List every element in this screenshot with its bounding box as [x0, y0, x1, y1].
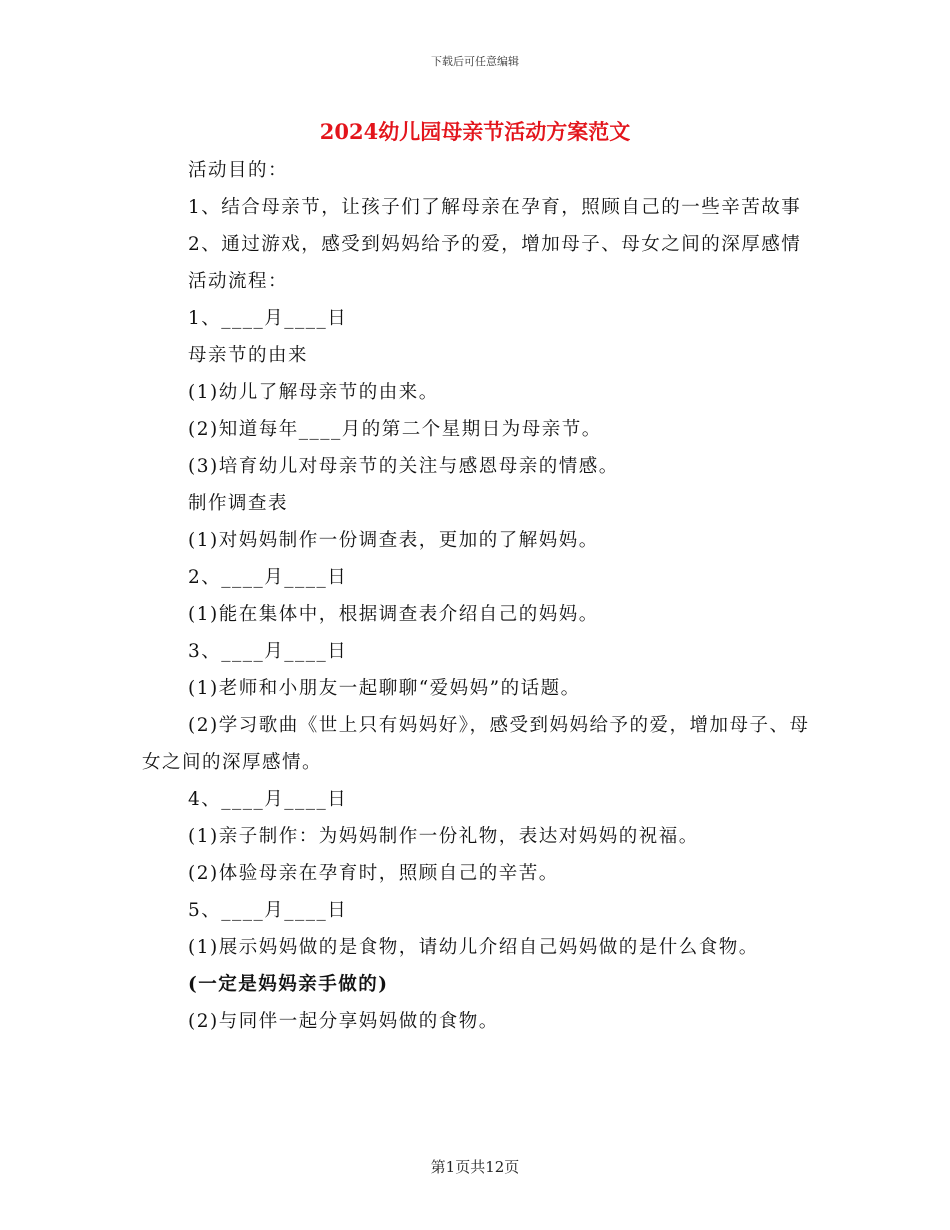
paragraph-survey-1: (1)对妈妈制作一份调查表，更加的了解妈妈。	[188, 530, 599, 551]
paragraph-step-5-note: (一定是妈妈亲手做的)	[188, 974, 389, 995]
paragraph-step-5-1: (1)展示妈妈做的是食物，请幼儿介绍自己妈妈做的是什么食物。	[188, 937, 759, 958]
page-footer: 第1页共12页	[430, 1158, 520, 1176]
paragraph-step-4-date: 4、____月____日	[188, 789, 348, 810]
paragraph-origin-1: (1)幼儿了解母亲节的由来。	[188, 382, 439, 403]
paragraph-step-3-1: (1)老师和小朋友一起聊聊“爱妈妈”的话题。	[188, 678, 581, 699]
paragraph-step-4-1: (1)亲子制作：为妈妈制作一份礼物，表达对妈妈的祝福。	[188, 826, 699, 847]
paragraph-process-heading: 活动流程：	[188, 271, 289, 292]
paragraph-survey-heading: 制作调查表	[188, 493, 289, 514]
paragraph-origin-2: (2)知道每年____月的第二个星期日为母亲节。	[188, 419, 602, 440]
paragraph-origin-heading: 母亲节的由来	[188, 345, 309, 366]
document-title: 2024幼儿园母亲节活动方案范文	[319, 119, 631, 144]
paragraph-step-2-1: (1)能在集体中，根据调查表介绍自己的妈妈。	[188, 604, 599, 625]
paragraph-step-2-date: 2、____月____日	[188, 567, 348, 588]
page-header: 下载后可任意编辑	[431, 55, 519, 68]
paragraph-origin-3: (3)培育幼儿对母亲节的关注与感恩母亲的情感。	[188, 456, 619, 477]
paragraph-step-3-2: (2)学习歌曲《世上只有妈妈好》，感受到妈妈给予的爱，增加母子、母女之间的深厚感情。	[142, 715, 810, 773]
paragraph-step-5-date: 5、____月____日	[188, 900, 348, 921]
paragraph-purpose-2: 2、通过游戏，感受到妈妈给予的爱，增加母子、母女之间的深厚感情	[188, 234, 802, 255]
paragraph-step-4-2: (2)体验母亲在孕育时，照顾自己的辛苦。	[188, 863, 559, 884]
paragraph-step-3-date: 3、____月____日	[188, 641, 348, 662]
paragraph-step-1-date: 1、____月____日	[188, 308, 348, 329]
paragraph-step-5-2: (2)与同伴一起分享妈妈做的食物。	[188, 1011, 499, 1032]
paragraph-purpose-heading: 活动目的：	[188, 160, 289, 181]
document-body	[142, 152, 810, 1040]
paragraph-purpose-1: 1、结合母亲节，让孩子们了解母亲在孕育，照顾自己的一些辛苦故事	[188, 197, 802, 218]
